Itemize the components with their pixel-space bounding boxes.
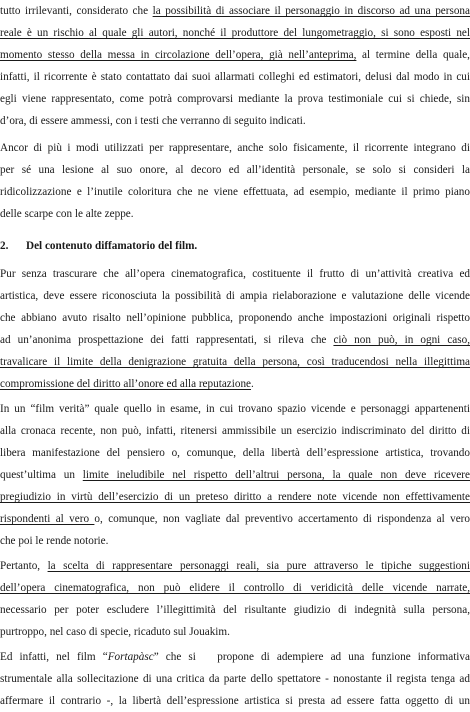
underlined-text: compromissione del diritto all’onore ed alla reputazione [0,378,252,390]
text-run: necessario per poter escludere l’illegittimità del risultante giudizio di indegnità sulla persona, [0,604,470,616]
text-run: alla cronaca recente, non può, infatti, ritenersi ammissibile un esercizio indiscriminato del diritto di [0,425,470,437]
text-line [0,351,470,373]
text-run: Ancor di più i modi utilizzati per rappresentare, anche solo fisicamente, il ricorrente integrano di [0,142,470,154]
text-line [0,329,470,351]
underlined-text: ciò non può, in ogni caso, [333,334,470,346]
text-line [0,181,470,203]
text-run: per sé una lesione al suo onore, al decoro ed all’identità personale, se solo si consideri la [0,164,470,176]
text-line [0,486,470,508]
text-run: ridicolizzazione e l’inutile coloritura che ne viene effettuata, ad esempio, mediante il primo piano [0,186,470,198]
italic-text: Fortapàsc [107,651,154,663]
text-run: quest’ultima un [0,469,83,481]
text-line [0,668,470,690]
text-line [0,285,470,307]
underlined-text: dell’opera cinematografica, non può elidere il controllo di veridicità delle vicende narrate, [0,582,470,594]
underlined-text: reale è un rischio al quale gli autori, nonché il produttore del lungometraggio, si sono esposti nel [0,27,470,39]
text-run: ad un’anonima prospettazione dei fatti rappresentati, si rileva che [0,334,334,346]
text-line [0,621,470,643]
text-line [0,555,470,577]
underlined-text: limite ineludibile nel rispetto dell’altrui persona, la quale non deve ricevere [82,469,470,481]
text-run: Pertanto, [0,560,48,572]
text-line [0,464,470,486]
text-run: artistica, deve essere riconosciuta la possibilità di ampia rielaborazione e valutazione delle vicende [0,290,470,302]
text-line [0,373,470,395]
text-line [0,599,470,621]
underlined-text: travalicare il limite della denigrazione gratuita della persona, così traducendosi nella illegittima [0,356,470,368]
text-run: che abbiano avuto risalto nell’opinione pubblica, proponendo anche impostazioni originali rispetto [0,312,470,324]
text-line [0,646,470,668]
underlined-text: momento stesso della messa in circolazione dell’opera, già nell’anteprima, [0,49,357,61]
text-run: infatti, il ricorrente è stato contattato dai suoi allarmati colleghi ed estimatori, delusi dal modo in cui [0,71,470,83]
text-run: o, comunque, non vagliate dal preventivo accertamento di rispondenza al vero [94,513,470,525]
text-line [0,577,470,599]
section-heading [0,235,470,257]
text-line [0,110,470,132]
underlined-text: la scelta di rappresentare personaggi reali, sia pure attraverso le tipiche suggestioni [47,560,470,572]
text-run: ” che si propone di adempiere ad una funzione informativa [153,651,470,663]
text-run: In un “film verità” quale quello in esame, in cui trovano spazio vicende e personaggi appartenenti [0,403,470,415]
text-line [0,66,470,88]
text-line [0,690,470,712]
underlined-text: la possibilità di associare il personaggio in discorso ad una persona [152,5,470,17]
text-run: d’ora, di essere ammessi, con i testi che verranno di seguito indicati. [0,115,306,127]
underlined-text: rispondenti al vero [0,513,95,525]
underlined-text: pregiudizio in virtù dell’esercizio di un preteso diritto a rendere note vicende non effettivamente [0,491,470,503]
text-run: delle scarpe con le alte zeppe. [0,208,134,220]
text-line [0,203,470,225]
text-run: egli viene rappresentato, come potrà comprovarsi mediante la prova testimoniale cui si chiede, sin [0,93,470,105]
text-line [0,530,470,552]
text-line [0,398,470,420]
text-line [0,0,470,22]
text-run: . [251,378,254,390]
text-line [0,508,470,530]
text-run: tutto irrilevanti, considerato che [0,5,153,17]
text-run: Ed infatti, nel film “ [0,651,108,663]
text-run: che poi le rende notorie. [0,535,109,547]
text-run: affermare il contrario -, la libertà dell’espressione artistica si presta ad essere fatta oggetto di un [0,695,470,707]
text-run: al termine della quale, [356,49,470,61]
text-line [0,44,470,66]
text-run: purtroppo, nel caso di specie, ricaduto sul Jouakim. [0,626,230,638]
text-line [0,88,470,110]
text-line [0,442,470,464]
text-line [0,137,470,159]
text-run: strumentale alla sollecitazione di una critica da parte dello spettatore - nonostante il regista tenga ad [0,673,470,685]
text-run: Pur senza trascurare che all’opera cinematografica, costituente il frutto di un’attività creativa ed [0,268,470,280]
text-run: libera manifestazione del pensiero o, comunque, della libertà dell’espressione artistica, trovando [0,447,470,459]
text-line [0,307,470,329]
text-line [0,263,470,285]
section-number: 2. [0,240,9,252]
text-line [0,420,470,442]
text-line [0,159,470,181]
text-line [0,22,470,44]
section-title: Del contenuto diffamatorio del film. [26,240,198,252]
